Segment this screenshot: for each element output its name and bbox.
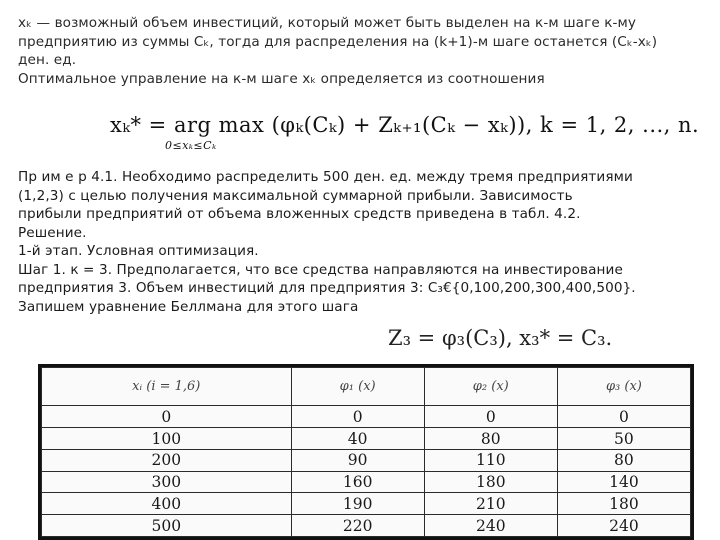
table-cell: 190 bbox=[291, 493, 424, 515]
table-cell: 180 bbox=[557, 493, 690, 515]
table-row bbox=[42, 406, 691, 428]
table-cell: 90 bbox=[291, 449, 424, 471]
example-line: (1,2,3) с целью получения максимальной суммарной прибыли. Зависимость bbox=[18, 187, 573, 204]
table-cell: 0 bbox=[424, 406, 557, 428]
example-text bbox=[18, 168, 708, 316]
table-row bbox=[42, 493, 691, 515]
intro-line: xₖ — возможный объем инвестиций, который может быть выделен на к-м шаге к-му bbox=[18, 15, 637, 31]
table-cell: 80 bbox=[424, 428, 557, 450]
table-header-row bbox=[42, 368, 691, 406]
table-cell: 80 bbox=[557, 449, 690, 471]
table-cell: 500 bbox=[42, 515, 292, 537]
table-cell: 180 bbox=[424, 471, 557, 493]
table-cell: 50 bbox=[557, 428, 690, 450]
header-cell: xᵢ (i = 1,6) bbox=[42, 368, 292, 406]
table-row bbox=[42, 471, 691, 493]
bellman-formula: Z₃ = φ₃(C₃), x₃* = C₃. bbox=[388, 326, 613, 350]
table-cell: 0 bbox=[42, 406, 292, 428]
table-row bbox=[42, 515, 691, 537]
example-line: 1-й этап. Условная оптимизация. bbox=[18, 243, 259, 259]
intro-line: Оптимальное управление на к-м шаге xₖ определяется из соотношения bbox=[18, 70, 545, 87]
profit-table bbox=[38, 364, 694, 540]
table-cell: 220 bbox=[291, 515, 424, 537]
table-cell: 300 bbox=[42, 471, 292, 493]
table-row bbox=[42, 449, 691, 471]
table-cell: 210 bbox=[424, 493, 557, 515]
header-cell: φ₂ (x) bbox=[424, 368, 557, 406]
formula-subscript: 0≤xₖ≤Cₖ bbox=[165, 139, 217, 152]
table-cell: 140 bbox=[557, 471, 690, 493]
table-cell: 200 bbox=[42, 449, 292, 471]
example-line: Пр им е р 4.1. Необходимо распределить 500 ден. ед. между тремя предприятиями bbox=[18, 169, 633, 185]
intro-line: предприятию из суммы Cₖ, тогда для распределения на (k+1)-м шаге останется (Cₖ-xₖ) bbox=[18, 33, 658, 50]
table-cell: 40 bbox=[291, 428, 424, 450]
example-line: Запишем уравнение Беллмана для этого шага bbox=[18, 298, 359, 315]
table-cell: 0 bbox=[291, 406, 424, 428]
example-line: прибыли предприятий от объема вложенных средств приведена в табл. 4.2. bbox=[18, 206, 581, 222]
intro-text bbox=[18, 14, 708, 88]
header-cell: φ₃ (x) bbox=[557, 368, 690, 406]
table-cell: 400 bbox=[42, 493, 292, 515]
table-cell: 240 bbox=[557, 515, 690, 537]
example-line: предприятия 3. Объем инвестиций для предприятия 3: C₃€{0,100,200,300,400,500}. bbox=[18, 280, 636, 296]
header-cell: φ₁ (x) bbox=[291, 368, 424, 406]
table-cell: 0 bbox=[557, 406, 690, 428]
intro-line: ден. ед. bbox=[18, 52, 77, 68]
example-line: Шаг 1. к = 3. Предполагается, что все средства направляются на инвестирование bbox=[18, 261, 623, 278]
example-line: Решение. bbox=[18, 224, 87, 241]
table-cell: 100 bbox=[42, 428, 292, 450]
formula-main-text: xₖ* = arg max (φₖ(Cₖ) + Zₖ₊₁(Cₖ − xₖ)), k = 1, 2, ..., n. bbox=[110, 113, 700, 137]
table-cell: 110 bbox=[424, 449, 557, 471]
table-row bbox=[42, 428, 691, 450]
table-cell: 240 bbox=[424, 515, 557, 537]
optimal-control-formula bbox=[110, 113, 700, 152]
table-cell: 160 bbox=[291, 471, 424, 493]
